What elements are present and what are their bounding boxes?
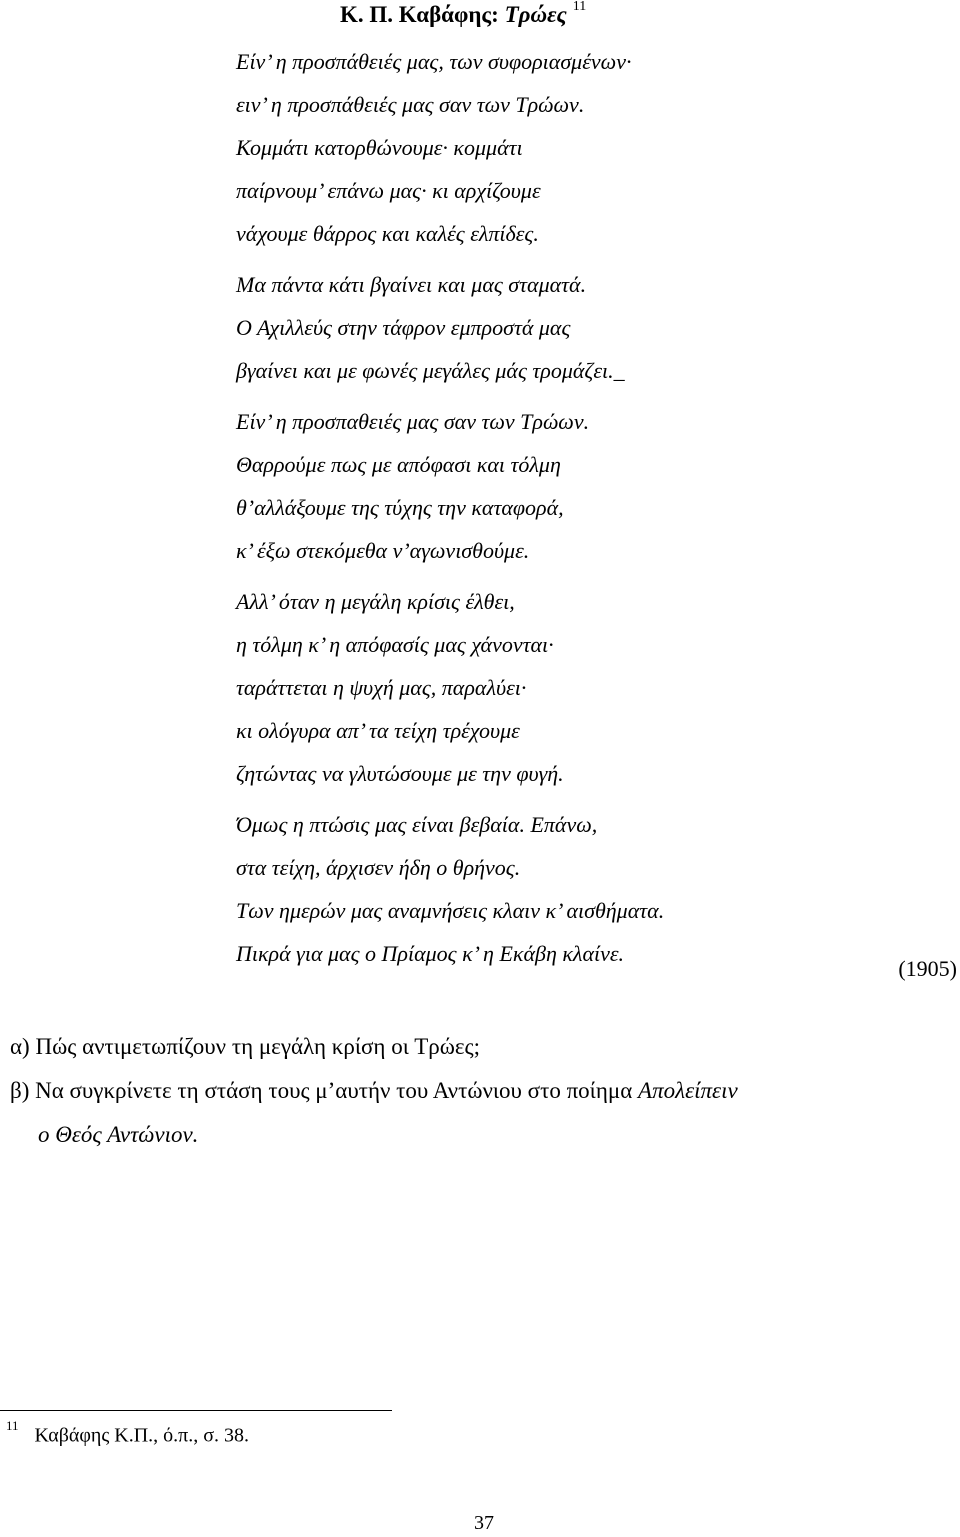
poem-line: στα τείχη, άρχισεν ήδη ο θρήνος. [236, 855, 521, 880]
poem-line: Θαρρούμε πως με απόφασι και τόλμη [236, 452, 561, 477]
poem-line: Πικρά για μας ο Πρίαμος κ’ η Εκάβη κλαίνε. [236, 941, 625, 966]
poem-line: θ’αλλάξουμε της τύχης την καταφορά, [236, 495, 564, 520]
question-b-poem-title-end: ο Θεός Αντώνιον [38, 1122, 193, 1147]
poem-line: Είν’ η προσπάθειές μας, των συφοριασμένων· [236, 49, 632, 74]
poem-year: (1905) [898, 956, 957, 981]
question-b-text: β) Να συγκρίνετε τη στάση τους μ’αυτήν του Αντώνιου στο ποίημα [10, 1078, 639, 1103]
poem-line: Είν’ η προσπαθειές μας σαν των Τρώων. [236, 409, 590, 434]
poem-line: κ’ έξω στεκόμεθα ν’αγωνισθούμε. [236, 538, 530, 563]
poem-line: ταράττεται η ψυχή μας, παραλύει· [236, 675, 527, 700]
footnote-number: 11 [6, 1418, 19, 1433]
poem-title [340, 2, 586, 28]
poem-line: παίρνουμ’ επάνω μας· κι αρχίζουμε [236, 178, 541, 203]
footnote-text: Καβάφης Κ.Π., ό.π., σ. 38. [34, 1424, 250, 1447]
poem-line: Κομμάτι κατορθώνουμε· κομμάτι [236, 135, 523, 160]
footnote-reference: 11 [572, 0, 587, 15]
poem-line: Όμως η πτώσις μας είναι βεβαία. Επάνω, [236, 812, 598, 837]
questions [10, 1025, 958, 1157]
poem-line: κι ολόγυρα απ’ τα τείχη τρέχουμε [236, 718, 520, 743]
poem-line: Αλλ’ όταν η μεγάλη κρίσις έλθει, [236, 589, 515, 614]
footnote-divider [0, 1410, 392, 1411]
poem-line: Των ημερών μας αναμνήσεις κλαιν κ’ αισθήματα. [236, 898, 665, 923]
question-b [10, 1069, 958, 1113]
stanza [236, 580, 664, 795]
poem-line: ειν’ η προσπάθειές μας σαν των Τρώων. [236, 92, 585, 117]
stanza [236, 400, 664, 572]
stanza [236, 803, 664, 975]
title-work: Τρώες [504, 2, 567, 27]
title-author: Κ. Π. Καβάφης: [340, 2, 499, 27]
question-b-end: . [192, 1122, 199, 1147]
question-b-continuation [10, 1113, 958, 1157]
stanza [236, 40, 664, 255]
question-b-poem-title: Απολείπειν [638, 1078, 738, 1103]
poem-line: η τόλμη κ’ η απόφασίς μας χάνονται· [236, 632, 554, 657]
poem-line: βγαίνει και με φωνές μεγάλες μάς τρομάζει._ [236, 358, 625, 383]
page-number: 37 [474, 1512, 494, 1534]
poem-line: Ο Αχιλλεύς στην τάφρον εμπροστά μας [236, 315, 571, 340]
poem-line: νάχουμε θάρρος και καλές ελπίδες. [236, 221, 539, 246]
poem-line: ζητώντας να γλυτώσουμε με την φυγή. [236, 761, 564, 786]
poem-body [236, 40, 664, 975]
footnote [6, 1418, 250, 1448]
question-a: α) Πώς αντιμετωπίζουν τη μεγάλη κρίση οι Τρώες; [10, 1034, 481, 1059]
poem-line: Μα πάντα κάτι βγαίνει και μας σταματά. [236, 272, 587, 297]
stanza [236, 263, 664, 392]
